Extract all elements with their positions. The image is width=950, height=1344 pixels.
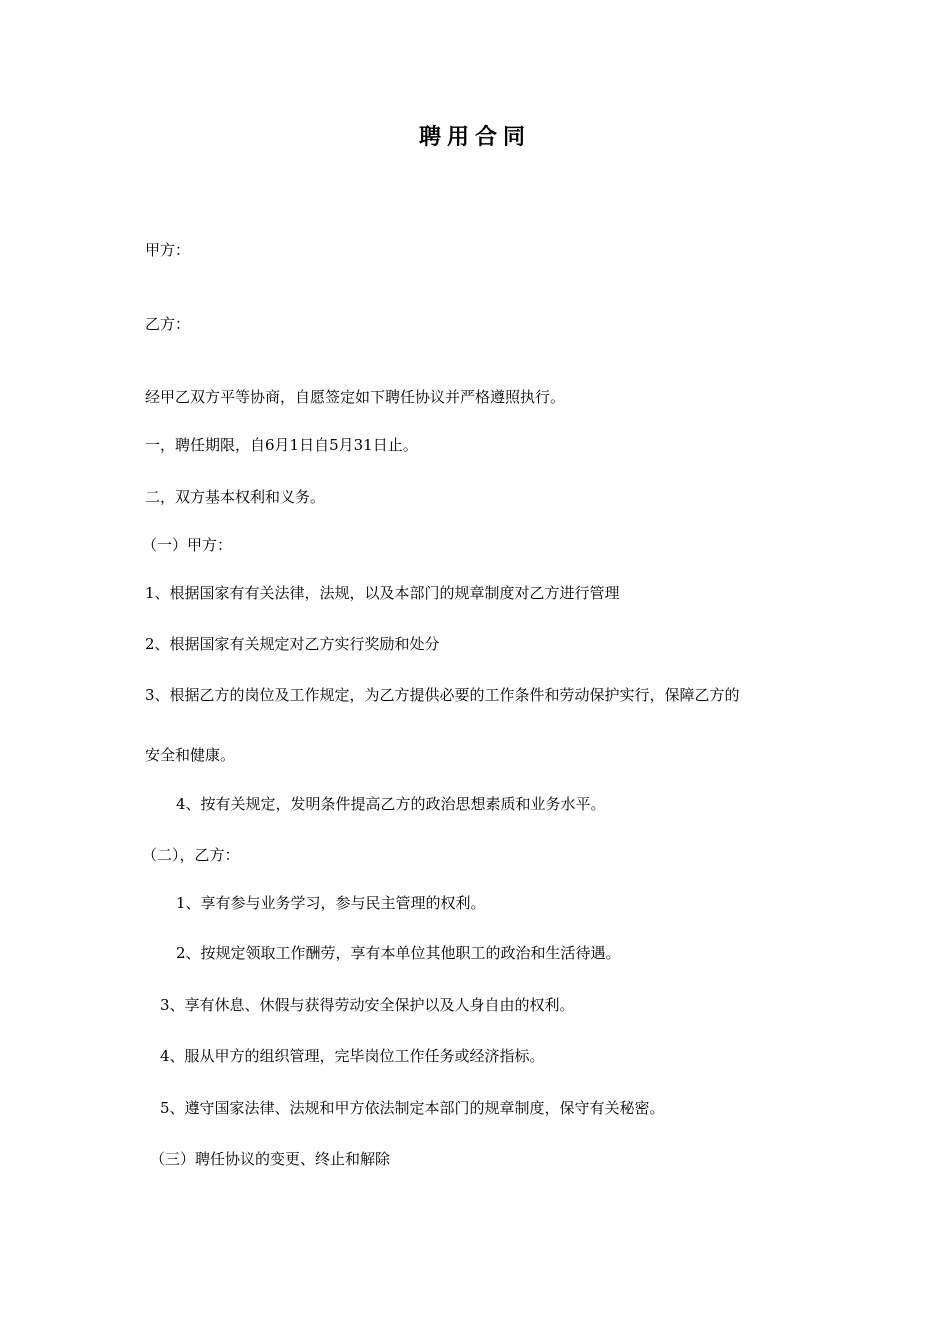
clause-term: 一，聘任期限，自6月1日自5月31日止。	[145, 436, 418, 454]
section-a-item: 3、根据乙方的岗位及工作规定，为乙方提供必要的工作条件和劳动保护实行，保障乙方的	[145, 686, 740, 704]
section-b-heading: （二），乙方：	[142, 846, 240, 864]
section-a-item: 2、根据国家有关规定对乙方实行奖励和处分	[145, 635, 440, 653]
section-a-item: 4、按有关规定，发明条件提高乙方的政治思想素质和业务水平。	[176, 795, 606, 813]
section-b-item: 4、服从甲方的组织管理，完毕岗位工作任务或经济指标。	[160, 1047, 545, 1065]
section-b-item: 3、享有休息、休假与获得劳动安全保护以及人身自由的权利。	[160, 996, 575, 1014]
section-a-item: 1、根据国家有有关法律，法规，以及本部门的规章制度对乙方进行管理	[145, 584, 620, 602]
section-c-heading: （三）聘任协议的变更、终止和解除	[150, 1150, 391, 1168]
intro-paragraph: 经甲乙双方平等协商，自愿签定如下聘任协议并严格遵照执行。	[145, 388, 566, 406]
section-b-item: 2、按规定领取工作酬劳，享有本单位其他职工的政治和生活待遇。	[176, 944, 621, 962]
section-b-item: 5、遵守国家法律、法规和甲方依法制定本部门的规章制度，保守有关秘密。	[160, 1099, 665, 1117]
section-a-heading: （一）甲方：	[142, 536, 233, 554]
section-b-item: 1、享有参与业务学习，参与民主管理的权利。	[176, 894, 486, 912]
party-b-label: 乙方：	[145, 315, 191, 333]
document-title: 聘用合同	[418, 124, 531, 150]
party-a-label: 甲方：	[145, 241, 191, 259]
section-a-item-continuation: 安全和健康。	[145, 746, 236, 764]
clause-rights-duties: 二，双方基本权利和义务。	[145, 488, 326, 506]
